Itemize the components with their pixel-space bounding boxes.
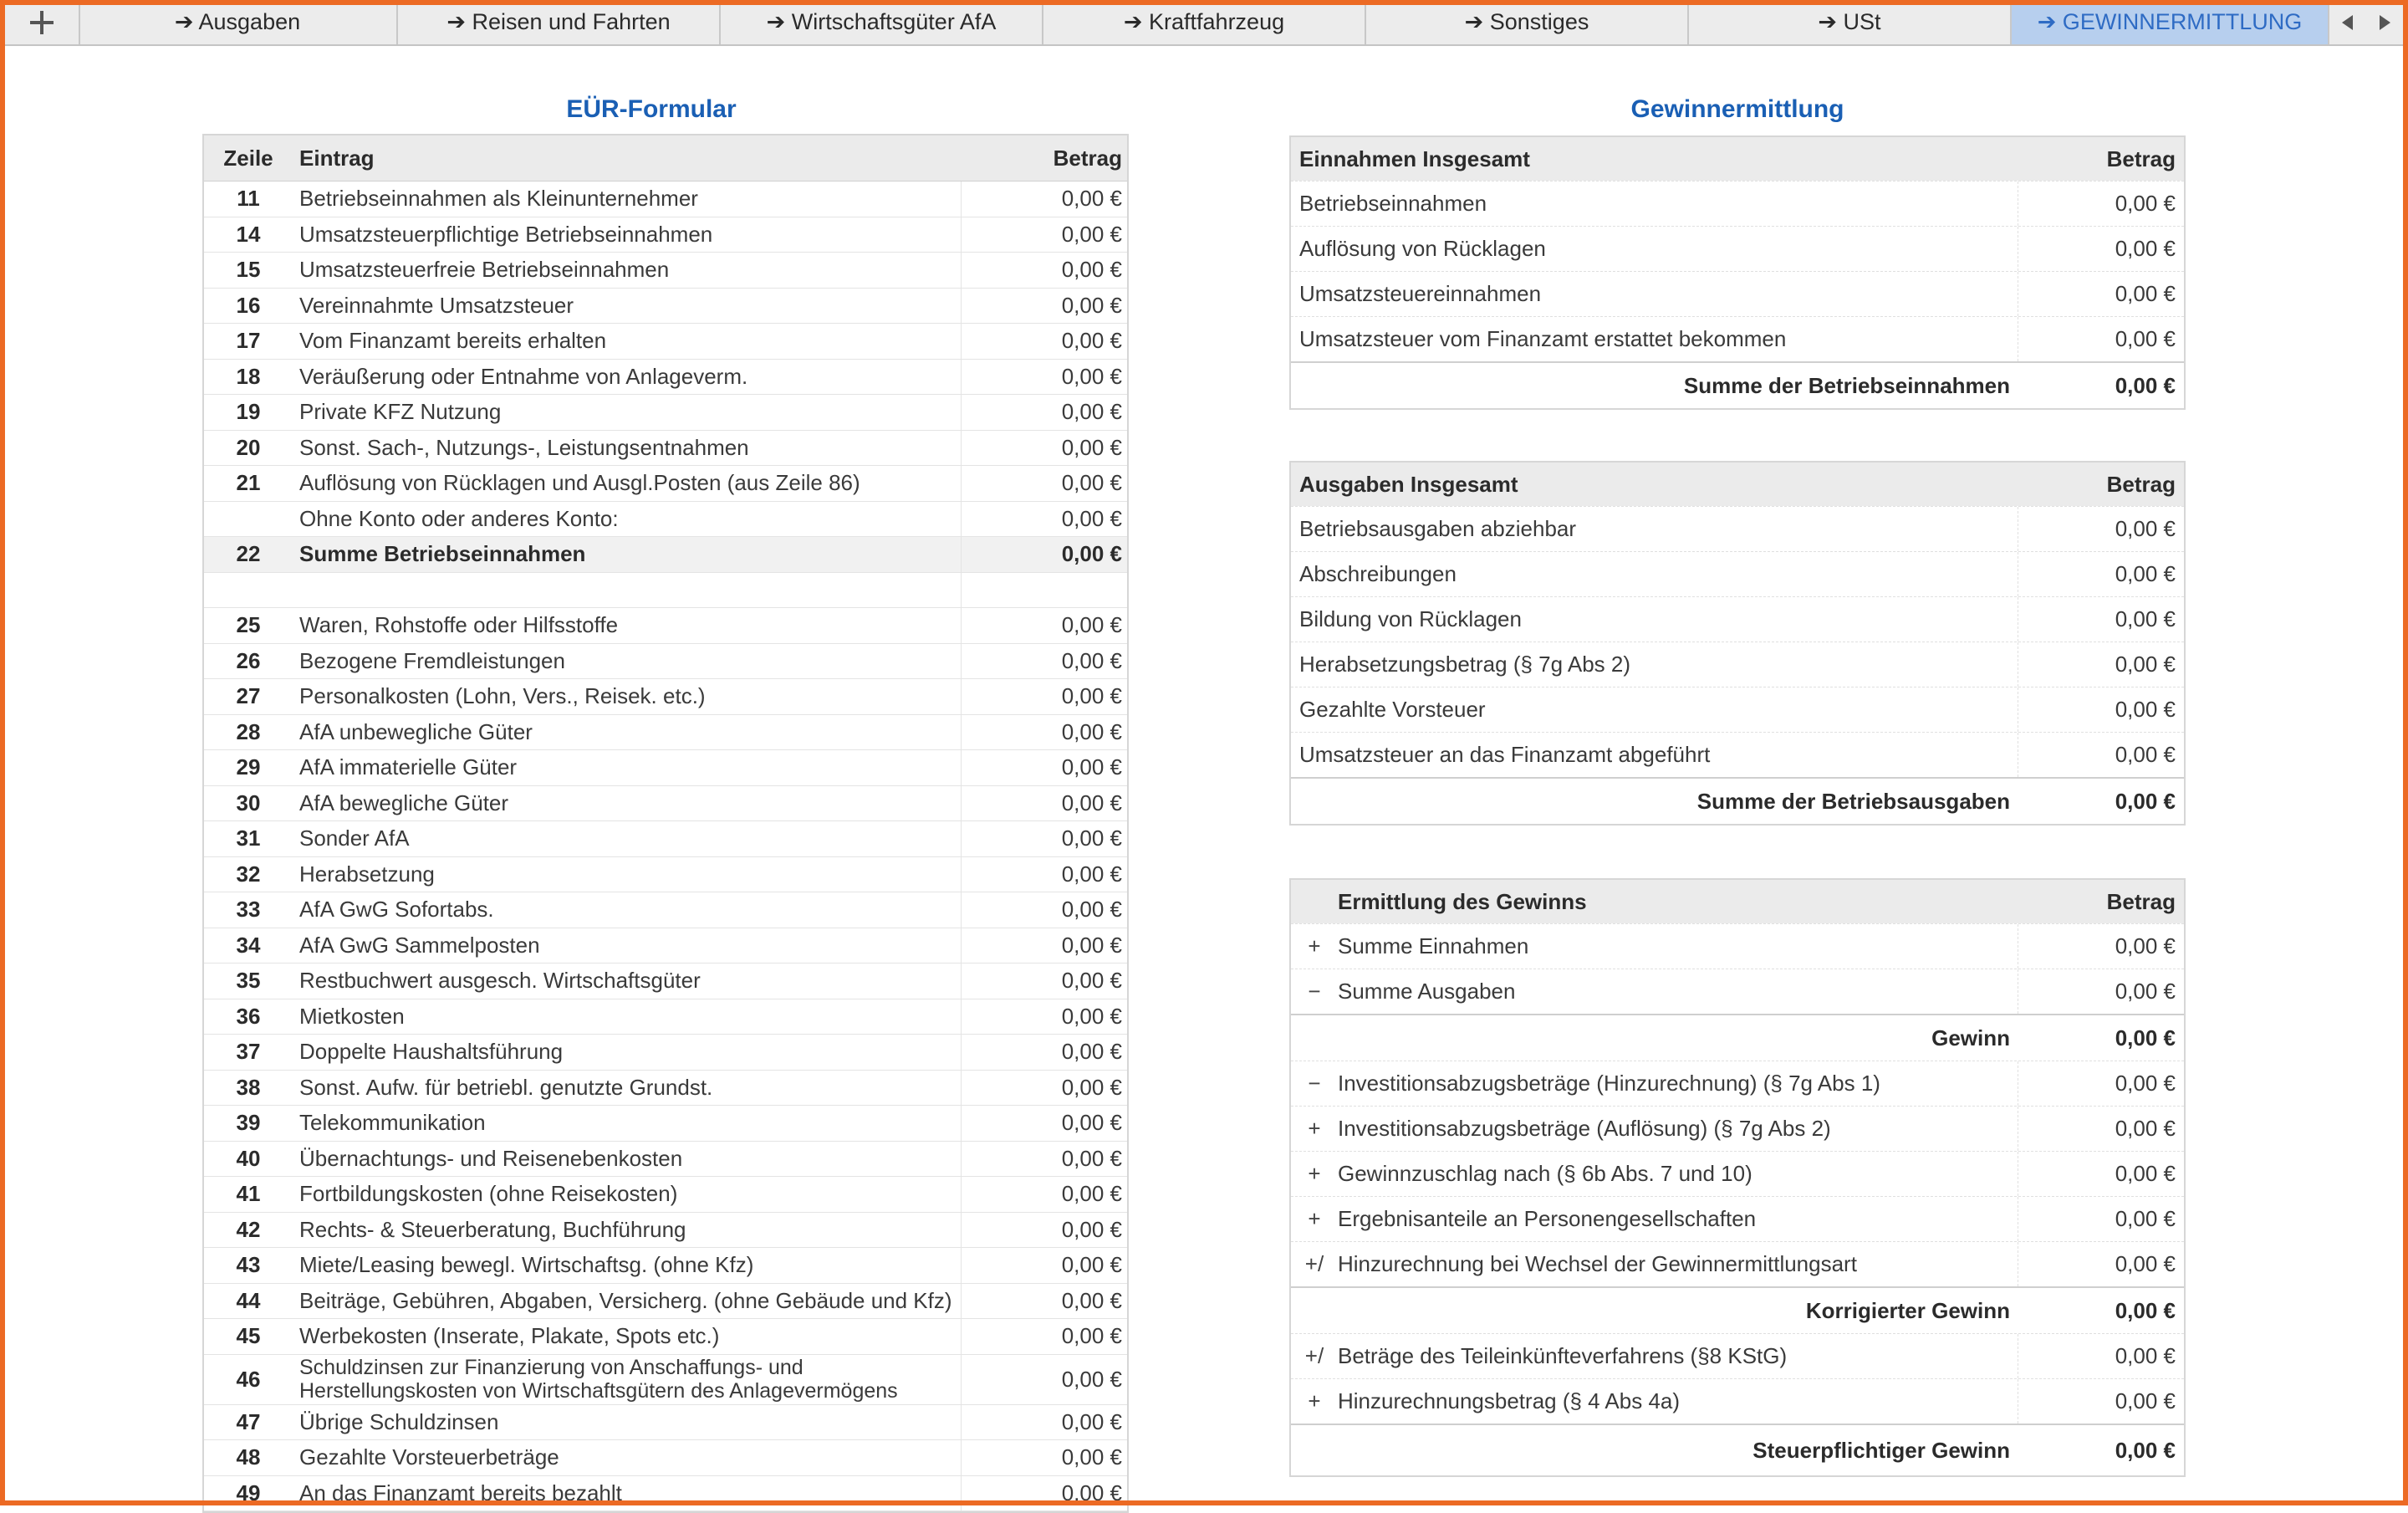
betrag-cell[interactable]: 0,00 € [1061,1444,1122,1470]
row-label: Investitionsabzugsbeträge (Auflösung) (§ 7g Abs 2) [1338,1107,2018,1151]
eur-table-row [204,999,1127,1035]
betrag-cell[interactable]: 0,00 € [1061,1408,1122,1434]
eur-table-row [204,679,1127,715]
ausgaben-header-betrag: Betrag [2106,471,2176,497]
ausgaben-sum-row [1291,777,2184,824]
betrag-cell[interactable]: 0,00 € [1061,1480,1122,1505]
panel-row [1291,506,2184,551]
betrag-cell[interactable]: 0,00 € [1061,505,1122,531]
zeile-cell: 43 [236,1252,261,1278]
zeile-cell: 18 [236,363,261,389]
row-label: Umsatzsteuer an das Finanzamt abgeführt [1291,733,2018,777]
ausgaben-header [1291,463,2184,506]
row-value[interactable]: 0,00 € [2115,191,2176,216]
eur-table-row [204,1319,1127,1355]
zeile-cell: 41 [236,1181,261,1207]
eintrag-cell: Vereinnahmte Umsatzsteuer [293,289,962,324]
eintrag-cell: Herabsetzung [293,857,962,892]
zeile-cell: 32 [236,861,261,887]
betrag-cell[interactable]: 0,00 € [1061,754,1122,780]
eur-formular-title: EÜR-Formular [566,95,737,123]
betrag-cell[interactable]: 0,00 € [1061,1323,1122,1349]
col-header-zeile: Zeile [223,145,273,171]
row-label: Herabsetzungsbetrag (§ 7g Abs 2) [1291,642,2018,687]
zeile-cell: 19 [236,399,261,425]
plus-icon [28,8,56,37]
zeile-cell: 45 [236,1323,261,1349]
eur-table-row [204,1440,1127,1476]
eur-table-row [204,1476,1127,1512]
col-header-betrag: Betrag [1053,145,1122,171]
betrag-cell[interactable]: 0,00 € [1061,1110,1122,1136]
betrag-cell[interactable]: 0,00 € [1061,897,1122,923]
tab-sonstiges[interactable]: ➔ Sonstiges [1366,0,1689,44]
calc-row [1291,923,2184,969]
ausgaben-sum-label: Summe der Betriebsausgaben [1696,788,2010,814]
zeile-cell: 34 [236,932,261,958]
betrag-cell[interactable]: 0,00 € [1061,1039,1122,1065]
zeile-cell: 48 [236,1444,261,1470]
zeile-cell: 27 [236,683,261,709]
calc-row [1291,1378,2184,1424]
ausgaben-sum-value[interactable]: 0,00 € [2115,788,2176,814]
calc-row [1291,1061,2184,1106]
eintrag-cell: Beiträge, Gebühren, Abgaben, Versicherg. (ohne Gebäude und Kfz) [293,1284,962,1319]
betrag-cell[interactable]: 0,00 € [1061,1287,1122,1313]
panel-row [1291,641,2184,687]
row-value[interactable]: 0,00 € [2115,979,2176,1004]
col-header-eintrag: Eintrag [299,145,375,171]
zeile-cell: 26 [236,647,261,673]
betrag-cell[interactable]: 0,00 € [1061,647,1122,673]
eintrag-cell: Doppelte Haushaltsführung [293,1035,962,1070]
row-label: Investitionsabzugsbeträge (Hinzurechnung) (§ 7g Abs 1) [1338,1061,2018,1106]
eur-table-row [204,395,1127,431]
eur-table-row [204,253,1127,289]
eur-table-row [204,1035,1127,1071]
row-value[interactable]: 0,00 € [2115,236,2176,261]
ermittlung-header [1291,880,2184,923]
row-label: Summe Einnahmen [1338,924,2018,969]
eintrag-cell: AfA bewegliche Güter [293,786,962,821]
eintrag-cell: Übrige Schuldzinsen [293,1405,962,1440]
korrigierter-gewinn-value[interactable]: 0,00 € [2115,1297,2176,1323]
eintrag-cell: Vom Finanzamt bereits erhalten [293,324,962,359]
eintrag-cell: Rechts- & Steuerberatung, Buchführung [293,1213,962,1248]
eur-table-row [204,324,1127,360]
betrag-cell[interactable]: 0,00 € [1061,718,1122,744]
zeile-cell: 31 [236,826,261,851]
row-value[interactable]: 0,00 € [2115,742,2176,767]
ermittlung-table [1289,878,2186,1477]
eur-table-row [204,750,1127,786]
tab-reisen-und-fahrten[interactable]: ➔ Reisen und Fahrten [398,0,721,44]
eur-table-row [204,928,1127,964]
eintrag-cell: AfA GwG Sammelposten [293,928,962,964]
eur-table-row [204,1213,1127,1249]
ermittlung-header-betrag: Betrag [2106,888,2176,914]
panel-row [1291,181,2184,226]
eintrag-cell: Werbekosten (Inserate, Plakate, Spots etc.) [293,1319,962,1354]
einnahmen-sum-label: Summe der Betriebseinnahmen [1683,372,2010,398]
eintrag-cell: Veräußerung oder Entnahme von Anlageverm. [293,360,962,395]
row-label: Gezahlte Vorsteuer [1291,687,2018,732]
eur-table-row [204,466,1127,502]
eintrag-cell: AfA unbewegliche Güter [293,715,962,750]
betrag-cell[interactable]: 0,00 € [1061,1181,1122,1207]
row-label: Umsatzsteuereinnahmen [1291,272,2018,316]
row-value[interactable]: 0,00 € [2115,652,2176,677]
betrag-cell[interactable]: 0,00 € [1061,328,1122,354]
eur-table-header [204,135,1127,181]
calc-row [1291,969,2184,1014]
panel-row [1291,226,2184,271]
row-label: Auflösung von Rücklagen [1291,227,2018,271]
calc-row [1291,1106,2184,1151]
zeile-cell: 29 [236,754,261,780]
eintrag-cell: Personalkosten (Lohn, Vers., Reisek. etc.) [293,679,962,714]
sign-indicator: + [1308,1116,1321,1141]
eur-table-row [204,181,1127,217]
eintrag-cell: Ohne Konto oder anderes Konto: [293,502,962,537]
row-label: Betriebseinnahmen [1291,181,2018,226]
gewinn-label: Gewinn [1931,1025,2010,1050]
zeile-cell: 39 [236,1110,261,1136]
eur-table-row [204,1106,1127,1142]
scroll-tabs-right-button[interactable] [2366,0,2403,44]
zeile-cell: 20 [236,434,261,460]
eintrag-cell: Restbuchwert ausgesch. Wirtschaftsgüter [293,964,962,999]
triangle-left-icon [2339,13,2356,32]
row-value[interactable]: 0,00 € [2115,697,2176,722]
betrag-cell[interactable]: 0,00 € [1061,790,1122,815]
row-value[interactable]: 0,00 € [2115,1206,2176,1231]
eur-table-row [204,573,1127,609]
eintrag-cell: Umsatzsteuerfreie Betriebseinnahmen [293,253,962,288]
sign-indicator: + [1308,1206,1321,1231]
calc-row [1291,1241,2184,1286]
row-value[interactable]: 0,00 € [2115,933,2176,958]
einnahmen-sum-row [1291,361,2184,408]
tab-ausgaben[interactable]: ➔ Ausgaben [79,0,398,44]
einnahmen-header [1291,137,2184,181]
sheet-tab-bar [0,0,2408,46]
row-value[interactable]: 0,00 € [2115,1161,2176,1186]
betrag-cell[interactable]: 0,00 € [1061,683,1122,709]
zeile-cell: 17 [236,328,261,354]
eur-table-row [204,431,1127,467]
add-sheet-button[interactable] [5,0,80,44]
betrag-cell[interactable]: 0,00 € [1061,861,1122,887]
eur-table-row [204,1284,1127,1320]
row-label: Ergebnisanteile an Personengesellschaften [1338,1197,2018,1241]
row-label: Abschreibungen [1291,552,2018,596]
ausgaben-header-label: Ausgaben Insgesamt [1299,471,1518,497]
eur-table-row [204,821,1127,857]
betrag-cell[interactable]: 0,00 € [1061,612,1122,638]
betrag-cell[interactable]: 0,00 € [1061,932,1122,958]
row-label: Betriebsausgaben abziehbar [1291,507,2018,551]
zeile-cell: 36 [236,1003,261,1029]
row-value[interactable]: 0,00 € [2115,281,2176,306]
zeile-cell: 40 [236,1145,261,1171]
steuerpflichtiger-gewinn-value[interactable]: 0,00 € [2115,1437,2176,1463]
steuerpflichtiger-gewinn-label: Steuerpflichtiger Gewinn [1752,1437,2010,1463]
eur-table-row [204,1177,1127,1213]
eur-table-row [204,289,1127,325]
zeile-cell: 49 [236,1480,261,1505]
zeile-cell: 42 [236,1216,261,1242]
panel-row [1291,551,2184,596]
eur-table-row [204,1355,1127,1405]
panel-row [1291,316,2184,361]
panel-row [1291,687,2184,732]
eintrag-cell: Sonst. Sach-, Nutzungs-, Leistungsentnahmen [293,431,962,466]
eur-table-row [204,1142,1127,1178]
betrag-cell[interactable]: 0,00 € [1061,434,1122,460]
zeile-cell: 14 [236,221,261,247]
eintrag-cell: Umsatzsteuerpflichtige Betriebseinnahmen [293,217,962,253]
sign-indicator: + [1308,1388,1321,1413]
row-label: Umsatzsteuer vom Finanzamt erstattet bekommen [1291,317,2018,361]
eintrag-cell: Schuldzinsen zur Finanzierung von Anschaffungs- und Herstellungskosten von Wirtschaftsgütern des Anlagevermögens [293,1355,962,1404]
zeile-cell: 33 [236,897,261,923]
eur-table-row [204,537,1127,573]
betrag-cell[interactable]: 0,00 € [1061,399,1122,425]
eintrag-cell: Sonst. Aufw. für betriebl. genutzte Grundst. [293,1071,962,1106]
zeile-cell: 38 [236,1074,261,1100]
row-value[interactable]: 0,00 € [2115,1251,2176,1276]
betrag-cell[interactable]: 0,00 € [1061,968,1122,994]
betrag-cell[interactable]: 0,00 € [1061,826,1122,851]
zeile-cell: 47 [236,1408,261,1434]
tab-gewinnermittlung[interactable]: ➔ GEWINNERMITTLUNG [2012,0,2329,44]
tab-ust[interactable]: ➔ USt [1689,0,2012,44]
zeile-cell: 35 [236,968,261,994]
calc-row [1291,1196,2184,1241]
row-value[interactable]: 0,00 € [2115,1388,2176,1413]
tab-wirtschaftsgueter-afa[interactable]: ➔ Wirtschaftsgüter AfA [721,0,1043,44]
row-label: Summe Ausgaben [1338,969,2018,1014]
eur-table-body [204,181,1127,1511]
eintrag-cell: Auflösung von Rücklagen und Ausgl.Posten (aus Zeile 86) [293,466,962,501]
eur-table-row [204,502,1127,538]
betrag-cell[interactable]: 0,00 € [1061,186,1122,212]
sign-indicator: +/ [1304,1251,1324,1276]
scroll-tabs-left-button[interactable] [2329,0,2366,44]
gewinnermittlung-title: Gewinnermittlung [1630,95,1844,123]
eur-table-row [204,964,1127,999]
einnahmen-header-label: Einnahmen Insgesamt [1299,146,1530,171]
einnahmen-sum-value[interactable]: 0,00 € [2115,372,2176,398]
row-label: Beträge des Teileinkünfteverfahrens (§8 KStG) [1338,1334,2018,1378]
row-label: Hinzurechnungsbetrag (§ 4 Abs 4a) [1338,1379,2018,1424]
eintrag-cell: Übernachtungs- und Reisenebenkosten [293,1142,962,1177]
eintrag-cell: Gezahlte Vorsteuerbeträge [293,1440,962,1475]
row-label: Bildung von Rücklagen [1291,597,2018,641]
zeile-cell: 46 [236,1366,261,1392]
panel-row [1291,732,2184,777]
zeile-cell: 44 [236,1287,261,1313]
sign-indicator: +/ [1304,1343,1324,1368]
row-value[interactable]: 0,00 € [2115,606,2176,631]
zeile-cell: 22 [236,541,261,567]
row-value[interactable]: 0,00 € [2115,516,2176,541]
eur-table [202,134,1129,1513]
row-value[interactable]: 0,00 € [2115,1071,2176,1096]
panel-row [1291,596,2184,641]
row-value[interactable]: 0,00 € [2115,326,2176,351]
eintrag-cell: Bezogene Fremdleistungen [293,644,962,679]
eur-table-row [204,1071,1127,1107]
betrag-cell[interactable]: 0,00 € [1061,1074,1122,1100]
zeile-cell: 21 [236,470,261,496]
sign-indicator: + [1308,1161,1321,1186]
row-label: Hinzurechnung bei Wechsel der Gewinnermittlungsart [1338,1242,2018,1286]
betrag-cell[interactable]: 0,00 € [1061,1366,1122,1392]
eintrag-cell: AfA GwG Sofortabs. [293,892,962,928]
row-value[interactable]: 0,00 € [2115,561,2176,586]
betrag-cell[interactable]: 0,00 € [1061,1252,1122,1278]
eintrag-cell: Private KFZ Nutzung [293,395,962,430]
tab-kraftfahrzeug[interactable]: ➔ Kraftfahrzeug [1043,0,1366,44]
eur-table-row [204,217,1127,253]
eintrag-cell: Sonder AfA [293,821,962,856]
eur-table-row [204,1405,1127,1441]
zeile-cell: 25 [236,612,261,638]
steuerpflichtiger-gewinn-row [1291,1424,2184,1475]
zeile-cell: 11 [237,186,260,212]
eintrag-cell [293,573,962,608]
sign-indicator: − [1308,979,1321,1004]
korrigierter-gewinn-label: Korrigierter Gewinn [1805,1297,2010,1323]
eur-table-row [204,360,1127,396]
sign-indicator: − [1308,1071,1321,1096]
sign-indicator: + [1308,933,1321,958]
triangle-right-icon [2376,13,2393,32]
eintrag-cell: AfA immaterielle Güter [293,750,962,785]
eur-table-row [204,1248,1127,1284]
eintrag-cell: Telekommunikation [293,1106,962,1141]
row-label: Gewinnzuschlag nach (§ 6b Abs. 7 und 10) [1338,1152,2018,1196]
eintrag-cell: Waren, Rohstoffe oder Hilfsstoffe [293,608,962,643]
row-value[interactable]: 0,00 € [2115,1343,2176,1368]
eur-table-row [204,857,1127,893]
zeile-cell: 37 [236,1039,261,1065]
betrag-cell[interactable]: 0,00 € [1061,1003,1122,1029]
eur-table-row [204,715,1127,751]
gewinn-value[interactable]: 0,00 € [2115,1025,2176,1050]
zeile-cell: 30 [236,790,261,815]
einnahmen-header-betrag: Betrag [2106,146,2176,171]
betrag-cell[interactable]: 0,00 € [1061,470,1122,496]
betrag-cell[interactable]: 0,00 € [1061,292,1122,318]
calc-row [1291,1333,2184,1378]
calc-row [1291,1151,2184,1196]
eur-table-row [204,644,1127,680]
betrag-cell[interactable]: 0,00 € [1061,257,1122,283]
eur-table-row [204,786,1127,822]
eintrag-cell: Betriebseinnahmen als Kleinunternehmer [293,181,962,217]
betrag-cell[interactable]: 0,00 € [1061,541,1122,567]
ausgaben-table [1289,461,2186,826]
eur-table-row [204,892,1127,928]
eintrag-cell: Summe Betriebseinnahmen [293,537,962,572]
eintrag-cell: Fortbildungskosten (ohne Reisekosten) [293,1177,962,1212]
betrag-cell[interactable]: 0,00 € [1061,221,1122,247]
row-value[interactable]: 0,00 € [2115,1116,2176,1141]
zeile-cell: 28 [236,718,261,744]
eintrag-cell: Miete/Leasing bewegl. Wirtschaftsg. (ohne Kfz) [293,1248,962,1283]
betrag-cell[interactable]: 0,00 € [1061,1145,1122,1171]
betrag-cell[interactable]: 0,00 € [1061,1216,1122,1242]
einnahmen-table [1289,135,2186,410]
zeile-cell: 16 [236,292,261,318]
eintrag-cell: An das Finanzamt bereits bezahlt [293,1476,962,1511]
gewinn-row [1291,1014,2184,1061]
panel-row [1291,271,2184,316]
eintrag-cell: Mietkosten [293,999,962,1035]
korrigierter-gewinn-row [1291,1286,2184,1333]
betrag-cell[interactable]: 0,00 € [1061,363,1122,389]
ermittlung-header-label: Ermittlung des Gewinns [1338,888,1587,914]
eur-table-row [204,608,1127,644]
zeile-cell: 15 [236,257,261,283]
